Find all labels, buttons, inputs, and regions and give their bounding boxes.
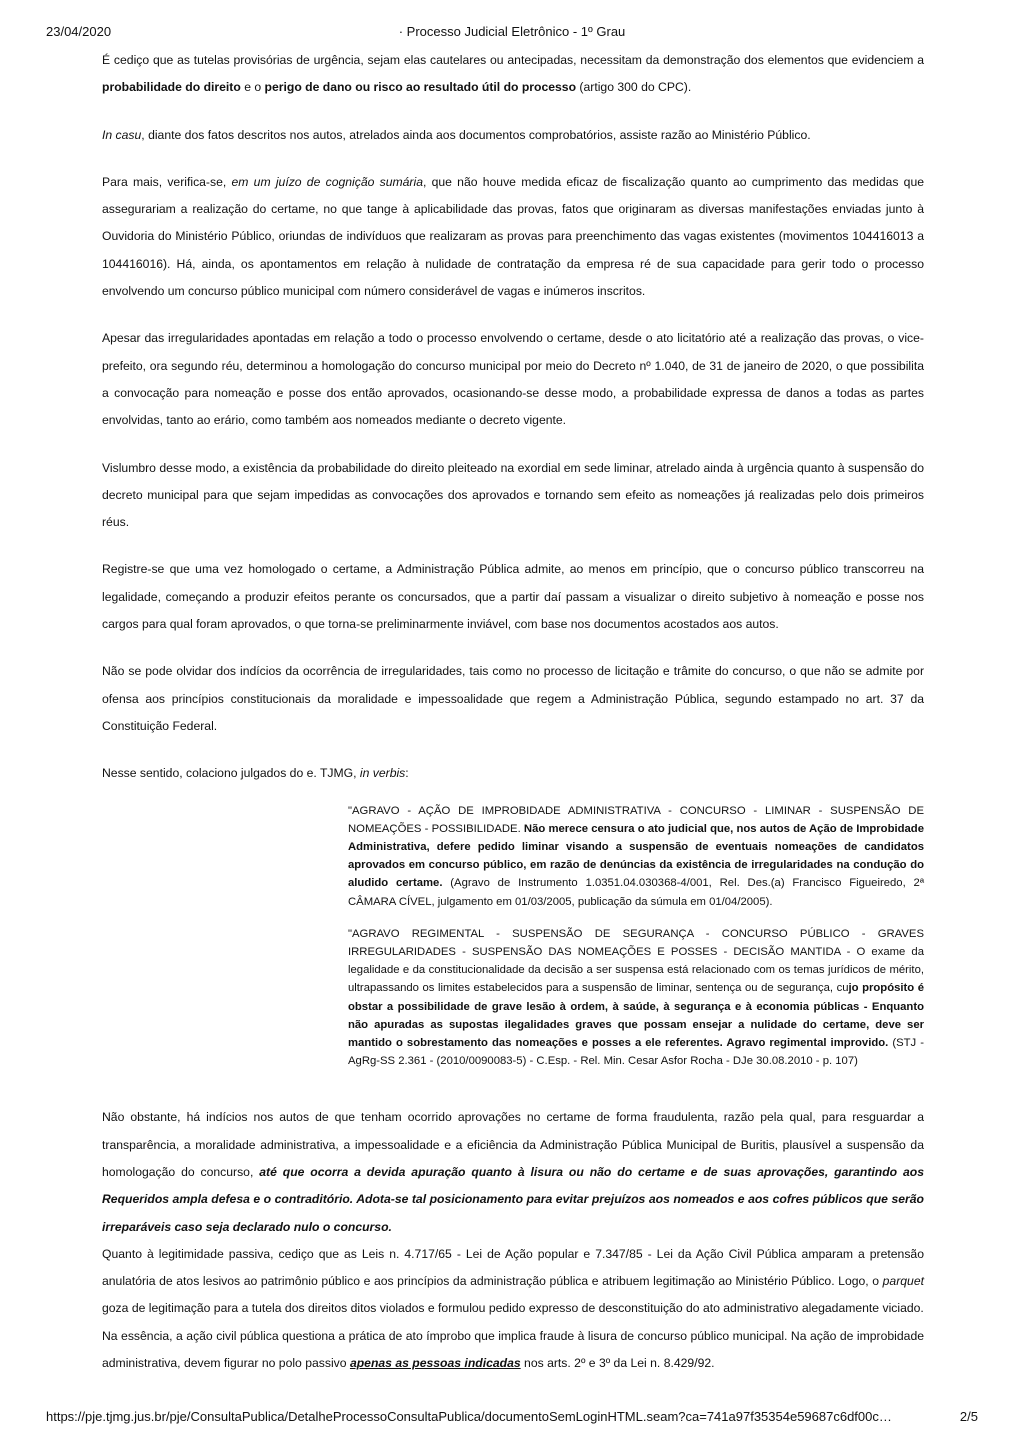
- text: goza de legitimação para a tutela dos direitos ditos violados e formulou pedido expresso de desconstituição do ato administrativo alegadamente viciado.: [102, 1301, 924, 1316]
- paragraph-cognicao: [102, 169, 924, 305]
- paragraph-indicios: Não se pode olvidar dos indícios da ocorrência de irregularidades, tais como no processo de licitação e trâmite do concurso, o que não se admite por ofensa aos princípios constitucionais da moralidade e impessoalidade que regem a Administração Pública, segundo estampado no art. 37 da Constituição Federal.: [102, 664, 924, 733]
- print-date: 23/04/2020: [46, 24, 112, 39]
- italic-text: in verbis: [359, 766, 406, 781]
- text: Quanto à legitimidade passiva, cediço que as Leis n. 4.717/65 - Lei de Ação popular e 7.347/85 - Lei da Ação Civil Pública amparam a pretensão anulatória de atos lesivos ao patrimônio público e aos princípios da administração pública e atribuem legitimação ao Ministério Público. Logo, o: [102, 1246, 924, 1289]
- underlined-text: apenas as pessoas indicadas: [349, 1356, 521, 1371]
- text: Na essência, a ação civil pública questiona a prática de ato ímprobo que implica fraude à lisura de concurso público municipal. Na ação de improbidade administrativa, devem figurar no polo passivo: [102, 1328, 924, 1371]
- paragraph-legitimidade: [102, 1241, 924, 1323]
- footer-url: https://pje.tjmg.jus.br/pje/ConsultaPublica/DetalheProcessoConsultaPublica/documentoSemLoginHTML.seam?ca=741a97f35354e59687c6df00c…: [46, 1409, 892, 1424]
- text: Para mais, verifica-se,: [102, 174, 232, 189]
- text: É cediço que as tutelas provisórias de urgência, sejam elas cautelares ou antecipadas, necessitam da demonstração dos elementos que evidenciem a: [102, 53, 924, 67]
- bold-text: Não merece censura o ato judicial que, nos autos de Ação de Improbidade Administrativa, defere pedido liminar visando a suspensão de eventuais nomeações de candidatos aprovados em concurso público, em razão de denúncias da existência de irregularidades na condução do aludido certame.: [348, 822, 924, 890]
- paragraph-essencia: [102, 1323, 924, 1378]
- document-body: [102, 47, 924, 1377]
- quote-agravo-regimental: [348, 925, 924, 1071]
- bold-italic-text: até que ocorra a devida apuração quanto à lisura ou não do certame e de suas aprovações, garantindo aos Requeridos ampla defesa e o contraditório. Adota-se tal posicionamento para evitar prejuízos aos nomeados e aos cofres públicos que serão irreparáveis caso seja declarado nulo o concurso.: [102, 1164, 925, 1234]
- text: "AGRAVO - AÇÃO DE IMPROBIDADE ADMINISTRATIVA - CONCURSO - LIMINAR - SUSPENSÃO DE NOMEAÇÕES - POSSIBILIDADE.: [348, 804, 924, 835]
- italic-text: parquet: [882, 1274, 924, 1289]
- quote-agravo-improbidade: [348, 802, 924, 911]
- paragraph-nao-obstante: [102, 1104, 924, 1240]
- bold-text: jo propósito é obstar a possibilidade de grave lesão à ordem, à saúde, à segurança e à economia públicas - Enquanto não apuradas as supostas ilegalidades graves que possam ensejar a nulidade do certame, deve ser mantido o sobrestamento das nomeações e posses a ele referentes. Agravo regimental improvido.: [348, 982, 924, 1049]
- paragraph-in-casu: [102, 122, 924, 149]
- text: e o: [240, 80, 265, 95]
- text: Não obstante, há indícios nos autos de que tenham ocorrido aprovações no certame de forma fraudulenta, razão pela qual, para resguardar a transparência, a moralidade administrativa, a impessoalidade e a eficiência da Administração Pública Municipal de Buritis, plausível a suspensão da homologação do concurso,: [102, 1110, 924, 1179]
- text: "AGRAVO REGIMENTAL - SUSPENSÃO DE SEGURANÇA - CONCURSO PÚBLICO - GRAVES IRREGULARIDADES - SUSPENSÃO DAS NOMEAÇÕES E POSSES - DECISÃO MANTIDA - O exame da legalidade e da constitucionalidade da decisão a ser suspensa está relacionado com os temas jurídicos de mérito, ultrapassando os limites estabelecidos para a suspensão de liminar, sentença ou de segurança, cu: [348, 927, 924, 995]
- text: Nesse sentido, colaciono julgados do e. TJMG,: [102, 766, 360, 781]
- paragraph-julgados: [102, 760, 924, 787]
- page-number: 2/5: [959, 1409, 978, 1424]
- italic-text: In casu: [102, 127, 142, 142]
- paragraph-probabilidade: Vislumbro desse modo, a existência da probabilidade do direito pleiteado na exordial em sede liminar, atrelado ainda à urgência quanto à suspensão do decreto municipal para que sejam impedidas as convocações dos aprovados e tornando sem efeito as nomeações já realizadas pelo dois primeiros réus.: [102, 460, 924, 530]
- text: (STJ - AgRg-SS 2.361 - (2010/0090083-5) - C.Esp. - Rel. Min. Cesar Asfor Rocha - DJe 30.08.2010 - p. 107): [348, 1036, 924, 1068]
- text: nos arts. 2º e 3º da Lei n. 8.429/92.: [520, 1356, 715, 1371]
- paragraph-irregularidades: Apesar das irregularidades apontadas em relação a todo o processo envolvendo o certame, desde o ato licitatório até a realização das provas, o vice-prefeito, ora segundo réu, determinou a homologação do concurso municipal por meio do Decreto nº 1.040, de 31 de janeiro de 2020, o que possibilita a convocação para nomeação e posse dos então aprovados, ocasionando-se desse modo, a probabilidade expressa de danos a todas as partes envolvidas, tanto ao erário, como também aos nomeados mediante o decreto vigente.: [102, 331, 924, 428]
- paragraph-homologacao: Registre-se que uma vez homologado o certame, a Administração Pública admite, ao menos em princípio, que o concurso público transcorreu na legalidade, começando a produzir efeitos perante os concursados, que a partir daí passam a visualizar o direito subjetivo à nomeação e posse nos cargos para qual foram aprovados, o que torna-se preliminarmente inviável, com base nos documentos acostados aos autos.: [102, 562, 924, 632]
- bold-text: probabilidade do direito: [102, 80, 241, 95]
- paragraph-tutelas: [102, 47, 924, 102]
- text: (Agravo de Instrumento 1.0351.04.030368-4/001, Rel. Des.(a) Francisco Figueiredo, 2ª CÂMARA CÍVEL, julgamento em 01/03/2005, publicação da súmula em 01/04/2005).: [348, 877, 924, 908]
- text: , diante dos fatos descritos nos autos, atrelados ainda aos documentos comprobatórios, assiste razão ao Ministério Público.: [141, 127, 811, 142]
- text: :: [405, 766, 409, 781]
- bold-text: perigo de dano ou risco ao resultado útil do processo: [264, 80, 577, 95]
- text: , que não houve medida eficaz de fiscalização quanto ao cumprimento das medidas que assegurariam a realização do certame, no que tange à aplicabilidade das provas, fatos que originaram as diversas manifestações enviadas junto à Ouvidoria do Ministério Público, oriundas de indivíduos que realizaram as provas para preenchimento das vagas existentes (movimentos 104416013 a 104416016). Há, ainda, os apontamentos em relação à nulidade de contratação da empresa ré de sua capacidade para gerir todo o processo envolvendo um concurso público municipal com número considerável de vagas e inúmeros inscritos.: [102, 174, 924, 299]
- italic-text: em um juízo de cognição sumária: [231, 174, 423, 189]
- text: (artigo 300 do CPC).: [576, 80, 692, 95]
- page-header-title: · Processo Judicial Eletrônico - 1º Grau: [398, 24, 626, 39]
